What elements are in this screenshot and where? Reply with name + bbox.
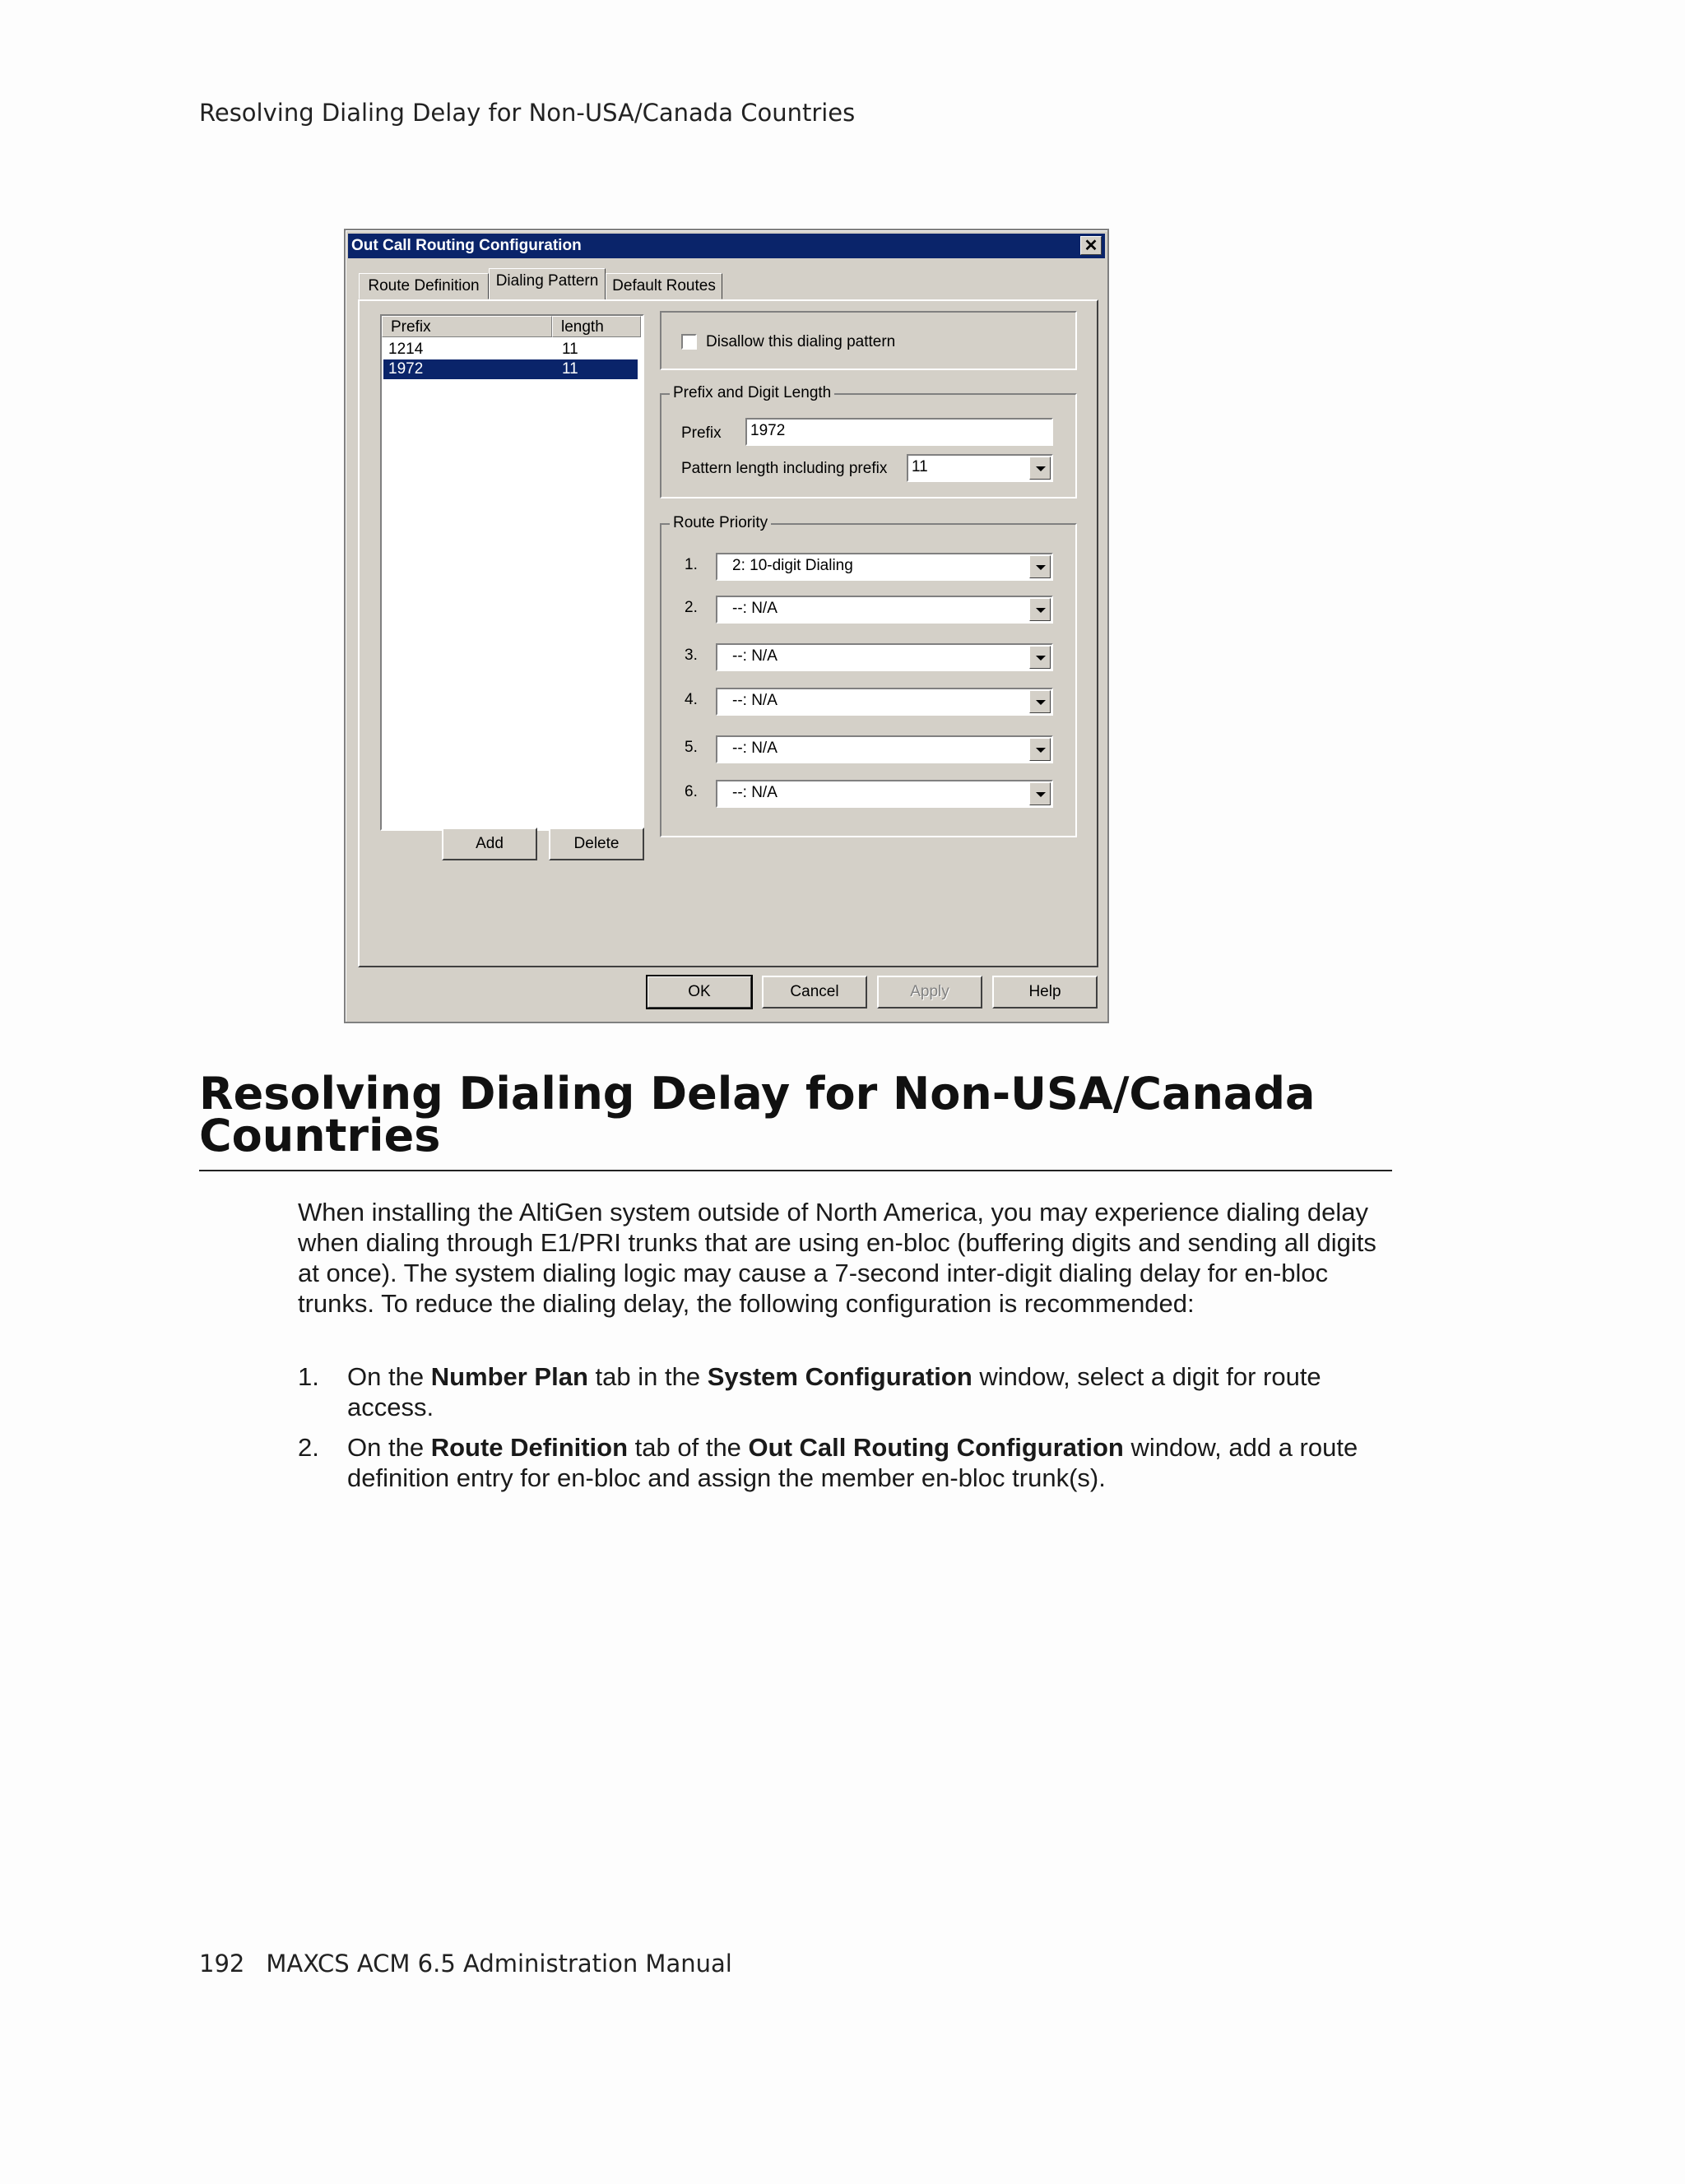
priority-number: 6. (685, 783, 698, 800)
add-button[interactable]: Add (442, 828, 537, 860)
priority-number: 2. (685, 599, 698, 616)
step-text: On the (347, 1362, 431, 1391)
disallow-checkbox[interactable] (681, 334, 697, 350)
chevron-down-icon[interactable] (1029, 690, 1051, 713)
out-call-routing-dialog (344, 229, 1109, 1023)
close-icon[interactable]: ✕ (1080, 236, 1102, 255)
priority-number: 4. (685, 691, 698, 708)
chevron-down-icon[interactable] (1029, 555, 1051, 578)
ok-button[interactable]: OK (647, 976, 752, 1009)
prefix-group-title: Prefix and Digit Length (670, 384, 834, 402)
section-title-line2: Countries (199, 1110, 441, 1162)
manual-title: MAXCS ACM 6.5 Administration Manual (266, 1950, 732, 1978)
step-text: window, select a digit for route access. (347, 1362, 1321, 1421)
priority-dropdown-2[interactable] (716, 596, 1053, 624)
chevron-down-icon[interactable] (1029, 738, 1051, 761)
list-item-prefix: 1214 (388, 341, 424, 358)
pattern-length-label: Pattern length including prefix (681, 460, 888, 477)
list-item[interactable] (383, 340, 638, 359)
priority-dropdown-5[interactable] (716, 735, 1053, 763)
prefix-label: Prefix (681, 424, 722, 442)
intro-paragraph: When installing the AltiGen system outside of North America, you may experience dialing delay when dialing through E1/PRI trunks that are using en-bloc (buffering digits and sending all digits at once). The system dialing logic may cause a 7-second inter-digit dialing delay for en-bloc trunks. To reduce the dialing delay, the following configuration is recommended: (298, 1198, 1376, 1318)
chevron-down-icon[interactable] (1029, 646, 1051, 669)
delete-button[interactable]: Delete (549, 828, 644, 860)
priority-value: --: N/A (732, 600, 778, 617)
pattern-length-value: 11 (912, 458, 928, 475)
running-header: Resolving Dialing Delay for Non-USA/Canada Countries (199, 99, 856, 127)
priority-value: --: N/A (732, 692, 778, 709)
chevron-down-icon[interactable] (1029, 457, 1051, 480)
step-text: On the (347, 1433, 431, 1462)
priority-dropdown-4[interactable] (716, 688, 1053, 716)
tab-dialing-pattern[interactable]: Dialing Pattern (489, 268, 606, 299)
step-bold: Out Call Routing Configuration (748, 1433, 1124, 1462)
step-text: tab of the (628, 1433, 749, 1462)
chevron-down-icon[interactable] (1029, 782, 1051, 805)
column-header-prefix[interactable]: Prefix (382, 316, 552, 337)
dialog-title: Out Call Routing Configuration (351, 237, 582, 254)
step-text: window, add a route definition entry for en-bloc and assign the member en-bloc trunk(s). (347, 1433, 1358, 1492)
cancel-button[interactable]: Cancel (762, 976, 867, 1009)
list-item-length: 11 (562, 341, 578, 358)
tab-route-definition[interactable]: Route Definition (359, 273, 489, 299)
priority-value: --: N/A (732, 647, 778, 665)
page-number: 192 (199, 1950, 245, 1978)
chevron-down-icon[interactable] (1029, 598, 1051, 621)
step-bold: System Configuration (707, 1362, 972, 1391)
priority-number: 3. (685, 647, 698, 664)
priority-dropdown-1[interactable] (716, 553, 1053, 581)
priority-value: --: N/A (732, 740, 778, 757)
step-text: tab in the (587, 1362, 708, 1391)
priority-value: --: N/A (732, 784, 778, 801)
dialing-pattern-panel (358, 299, 1098, 967)
column-header-length[interactable]: length (552, 316, 641, 337)
step-1 (347, 1361, 1392, 1422)
disallow-group (660, 311, 1077, 370)
prefix-field[interactable]: 1972 (745, 418, 1053, 446)
prefix-list[interactable] (380, 314, 644, 831)
route-priority-title: Route Priority (670, 514, 771, 532)
title-rule (199, 1170, 1392, 1171)
prefix-digit-length-group (660, 384, 1077, 498)
priority-number: 5. (685, 739, 698, 756)
step-number: 2. (298, 1433, 319, 1462)
section-title-line1: Resolving Dialing Delay for Non-USA/Canada (199, 1068, 1316, 1120)
priority-dropdown-3[interactable] (716, 643, 1053, 671)
list-item-selected[interactable] (383, 359, 638, 379)
disallow-label: Disallow this dialing pattern (706, 333, 896, 350)
priority-value: 2: 10-digit Dialing (732, 557, 853, 574)
list-item-prefix: 1972 (388, 360, 424, 378)
dialog-titlebar (348, 234, 1105, 258)
list-item-length: 11 (562, 360, 578, 378)
pattern-length-dropdown[interactable] (907, 454, 1053, 482)
section-title (199, 1068, 1392, 1162)
page-footer (199, 1950, 754, 1978)
route-priority-group (660, 514, 1077, 837)
step-bold: Number Plan (430, 1362, 588, 1391)
step-bold: Route Definition (430, 1433, 629, 1462)
apply-button[interactable]: Apply (877, 976, 982, 1009)
help-button[interactable]: Help (992, 976, 1098, 1009)
priority-number: 1. (685, 556, 698, 573)
step-2 (347, 1432, 1392, 1493)
tab-default-routes[interactable]: Default Routes (606, 273, 722, 299)
priority-dropdown-6[interactable] (716, 780, 1053, 808)
step-number: 1. (298, 1362, 319, 1391)
